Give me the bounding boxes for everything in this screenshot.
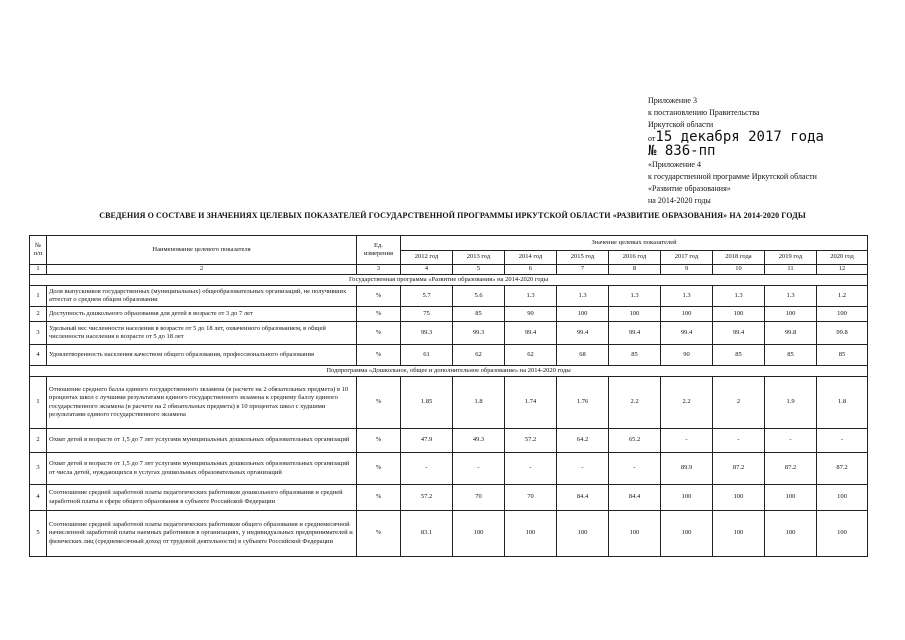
indicator-value: 99.4 [505,322,557,345]
section-row [30,366,868,377]
table-row [30,511,868,557]
indicator-value: 64.2 [557,429,609,453]
row-number: 3 [30,322,47,345]
approval-number-line [648,145,898,159]
section-title: Подпрограмма «Дошкольное, общее и дополнительное образование» на 2014-2020 годы [30,366,868,377]
indicator-value: 1.3 [765,286,817,307]
header-year-9: 2020 год [817,251,868,265]
indicator-name: Доступность дошкольного образования для детей в возрасте от 3 до 7 лет [47,307,357,322]
indicator-value: 85 [453,307,505,322]
table-row [30,307,868,322]
table-row [30,322,868,345]
table-column-numbers-row [30,265,868,275]
header-year-6: 2017 год [661,251,713,265]
indicator-value: 90 [661,345,713,366]
indicator-value: 100 [557,511,609,557]
table-body [30,275,868,557]
section-title: Государственная программа «Развитие образования» на 2014-2020 годы [30,275,868,286]
row-number: 3 [30,453,47,485]
indicator-value: 1.2 [817,286,868,307]
column-number-2: 2 [47,265,357,275]
approval-number-stamp: № 836-пп [648,143,716,159]
approval-line-1: Приложение 3 [648,96,697,105]
indicator-name: Охват детей в возрасте от 1,5 до 7 лет услугами муниципальных дошкольных образовательных организаций [47,429,357,453]
indicator-value: 1.85 [401,377,453,429]
indicator-value: 1.76 [557,377,609,429]
approval-line-7: к государственной программе Иркутской области [648,172,817,181]
indicator-unit: % [357,307,401,322]
table-row [30,286,868,307]
indicator-value: - [453,453,505,485]
indicator-value: 87.2 [713,453,765,485]
column-number-10: 10 [713,265,765,275]
indicator-value: 100 [713,307,765,322]
indicators-table [29,235,868,557]
table-header-row [30,236,868,251]
indicator-value: 1.9 [765,377,817,429]
indicator-value: 99.8 [765,322,817,345]
indicator-value: 68 [557,345,609,366]
indicator-value: 100 [765,511,817,557]
indicator-value: 99.4 [713,322,765,345]
row-number: 4 [30,485,47,511]
indicator-value: 100 [505,511,557,557]
header-num: № п/п [30,236,47,265]
indicator-value: 87.2 [765,453,817,485]
indicator-unit: % [357,429,401,453]
indicator-value: 99.8 [817,322,868,345]
indicator-value: 85 [609,345,661,366]
indicator-unit: % [357,453,401,485]
indicator-value: 62 [505,345,557,366]
row-number: 2 [30,429,47,453]
header-year-2: 2013 год [453,251,505,265]
row-number: 1 [30,377,47,429]
section-row [30,275,868,286]
indicator-value: 85 [713,345,765,366]
indicator-value: 57.2 [401,485,453,511]
indicator-name: Удельный вес численности населения в возрасте от 5 до 18 лет, охваченного образованием, в общей численности населения в возрасте от 5 до 18 лет [47,322,357,345]
indicator-value: - [765,429,817,453]
indicator-value: 70 [505,485,557,511]
indicator-value: - [817,429,868,453]
indicator-value: 89.9 [661,453,713,485]
indicator-unit: % [357,322,401,345]
indicator-value: - [609,453,661,485]
indicator-unit: % [357,286,401,307]
indicator-value: 61 [401,345,453,366]
indicator-unit: % [357,377,401,429]
indicator-value: 100 [453,511,505,557]
approval-block [648,95,898,207]
indicator-value: 62 [453,345,505,366]
indicator-value: 1.74 [505,377,557,429]
indicator-value: 70 [453,485,505,511]
table-row [30,377,868,429]
column-number-7: 7 [557,265,609,275]
indicator-value: 5.7 [401,286,453,307]
indicator-value: 87.2 [817,453,868,485]
row-number: 5 [30,511,47,557]
column-number-3: 3 [357,265,401,275]
indicator-value: 2.2 [609,377,661,429]
indicator-value: - [713,429,765,453]
indicator-value: 100 [817,485,868,511]
indicator-value: 100 [557,307,609,322]
indicator-value: 100 [765,307,817,322]
header-year-4: 2015 год [557,251,609,265]
indicator-value: 99.4 [609,322,661,345]
indicator-value: 85 [817,345,868,366]
approval-date-prefix: от [648,134,656,143]
indicator-value: 100 [817,307,868,322]
header-unit: Ед. измерения [357,236,401,265]
header-year-5: 2016 год [609,251,661,265]
indicator-value: 100 [817,511,868,557]
indicator-value: - [661,429,713,453]
indicator-value: 100 [609,511,661,557]
header-year-7: 2018 года [713,251,765,265]
header-year-1: 2012 год [401,251,453,265]
indicator-value: 1.3 [505,286,557,307]
indicator-value: - [401,453,453,485]
indicator-value: 5.6 [453,286,505,307]
table-row [30,429,868,453]
indicator-value: 100 [713,511,765,557]
indicator-value: 90 [505,307,557,322]
indicator-value: 1.3 [557,286,609,307]
indicator-name: Отношение среднего балла единого государственного экзамена (в расчете на 2 обязательных предмета) в 10 процентах школ с лучшими результатами единого государственного экзамена к среднему баллу единого государственного экзамена (в расчете на 2 обязательных предмета) в 10 процентах школ с худшими результатами единого государственного экзамена [47,377,357,429]
row-number: 1 [30,286,47,307]
indicator-value: 49.3 [453,429,505,453]
indicator-value: 99.4 [661,322,713,345]
table-row [30,453,868,485]
column-number-6: 6 [505,265,557,275]
column-number-5: 5 [453,265,505,275]
indicator-value: 100 [661,307,713,322]
indicator-value: 100 [713,485,765,511]
table-row [30,485,868,511]
indicator-value: 1.3 [713,286,765,307]
approval-line-6: «Приложение 4 [648,160,701,169]
header-year-3: 2014 год [505,251,557,265]
indicator-value: 99.3 [453,322,505,345]
indicator-value: 57.2 [505,429,557,453]
indicator-value: 1.3 [609,286,661,307]
column-number-8: 8 [609,265,661,275]
row-number: 2 [30,307,47,322]
column-number-4: 4 [401,265,453,275]
document-title: СВЕДЕНИЯ О СОСТАВЕ И ЗНАЧЕНИЯХ ЦЕЛЕВЫХ ПОКАЗАТЕЛЕЙ ГОСУДАРСТВЕННОЙ ПРОГРАММЫ ИРКУТСКОЙ ОБЛАСТИ «РАЗВИТИЕ ОБРАЗОВАНИЯ» НА 2014-2020 ГОДЫ [99,211,806,220]
approval-line-9: на 2014-2020 годы [648,196,711,205]
approval-line-2: к постановлению Правительства [648,108,760,117]
column-number-1: 1 [30,265,47,275]
indicator-value: 83.1 [401,511,453,557]
row-number: 4 [30,345,47,366]
indicator-value: 84.4 [609,485,661,511]
column-number-12: 12 [817,265,868,275]
indicator-value: 1.8 [817,377,868,429]
indicator-name: Удовлетворенность населения качеством общего образования, профессионального образования [47,345,357,366]
indicator-value: 2.2 [661,377,713,429]
indicator-name: Соотношение средней заработной платы педагогических работников дошкольного образования и средней заработной платы в сфере общего образования в субъекте Российской Федерации [47,485,357,511]
indicator-value: 1.3 [661,286,713,307]
header-name: Наименование целевого показателя [47,236,357,265]
approval-line-3: Иркутской области [648,120,714,129]
indicator-value: 100 [661,511,713,557]
indicator-value: - [557,453,609,485]
header-values: Значение целевых показателей [401,236,868,251]
indicator-name: Доля выпускников государственных (муниципальных) общеобразовательных организаций, не получивших аттестат о среднем общем образовании [47,286,357,307]
approval-line-8: «Развитие образования» [648,184,731,193]
indicator-unit: % [357,485,401,511]
indicator-unit: % [357,345,401,366]
indicator-value: 100 [609,307,661,322]
indicator-value: 84.4 [557,485,609,511]
indicator-value: 99.3 [401,322,453,345]
indicator-value: 2 [713,377,765,429]
column-number-9: 9 [661,265,713,275]
column-number-11: 11 [765,265,817,275]
indicator-value: 99.4 [557,322,609,345]
indicator-value: 47.9 [401,429,453,453]
indicator-value: 85 [765,345,817,366]
table-row [30,345,868,366]
header-year-8: 2019 год [765,251,817,265]
indicator-unit: % [357,511,401,557]
indicator-name: Соотношение средней заработной платы педагогических работников общего образования и среднемесячной начисленной заработной платы наемных работников в организациях, у индивидуальных предпринимателей и физических лиц (среднемесячный доход от трудовой деятельности) в субъекте Российской Федерации [47,511,357,557]
indicator-value: - [505,453,557,485]
indicator-value: 75 [401,307,453,322]
indicator-value: 100 [765,485,817,511]
indicator-value: 65.2 [609,429,661,453]
indicator-value: 100 [661,485,713,511]
approval-date-stamp: 15 декабря 2017 года [655,129,824,145]
indicator-name: Охват детей в возрасте от 1,5 до 7 лет услугами муниципальных дошкольных образовательных организаций от числа детей, нуждающихся в услугах дошкольных образовательных организаций [47,453,357,485]
indicator-value: 1.8 [453,377,505,429]
